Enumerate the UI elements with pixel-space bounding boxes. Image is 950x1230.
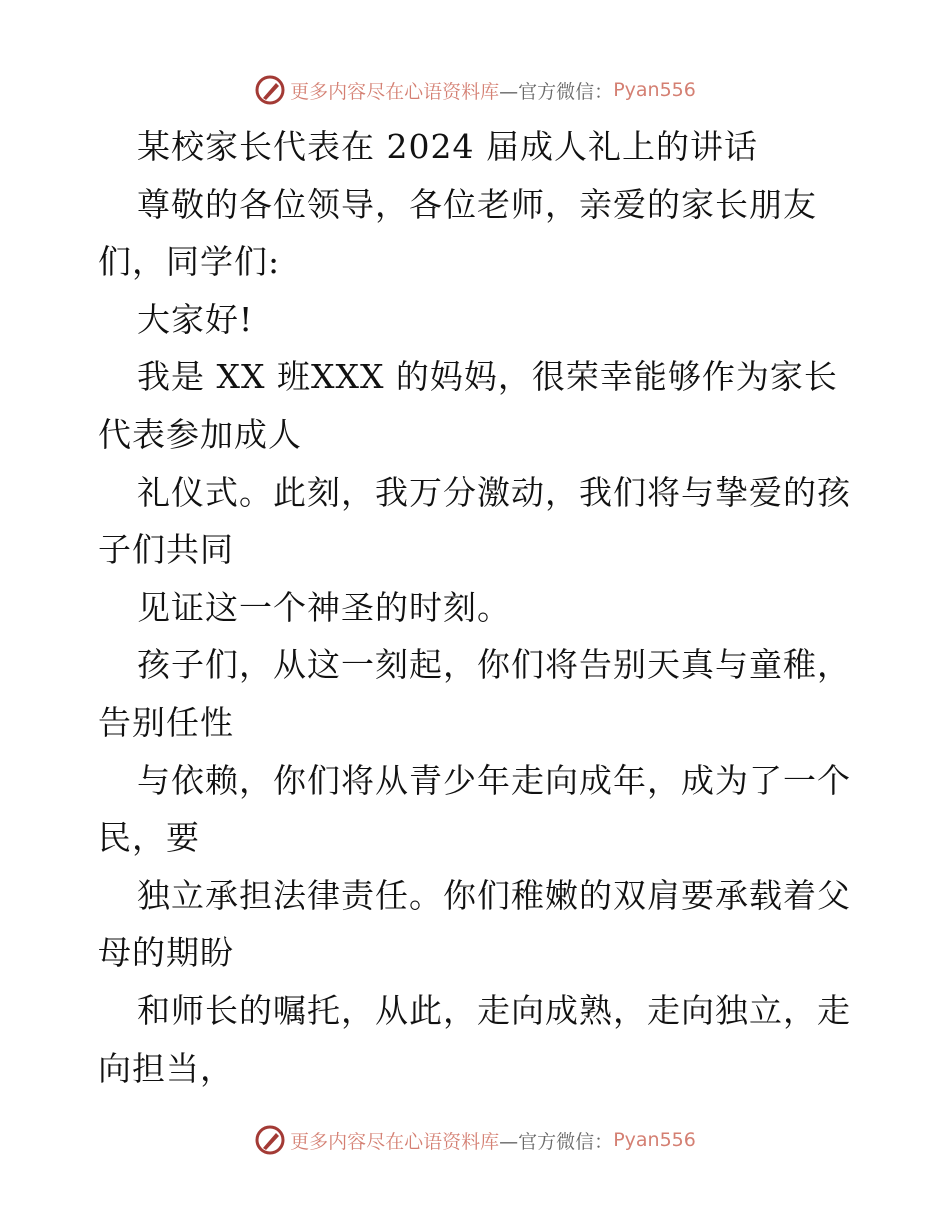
pen-logo-icon <box>254 74 286 106</box>
text-line: 独立承担法律责任。你们稚嫩的双肩要承载着父 <box>137 875 851 915</box>
text-line: 礼仪式。此刻，我万分激动，我们将与挚爱的孩 <box>137 472 851 512</box>
document-body <box>98 118 858 1097</box>
watermark-footer <box>0 1120 950 1160</box>
text-line: 孩子们，从这一刻起，你们将告别天真与童稚， <box>137 645 851 685</box>
text-line: 代表参加成人 <box>98 414 302 454</box>
watermark-separator: —官方微信： <box>499 80 614 103</box>
text-line: 母的期盼 <box>98 933 234 973</box>
pen-logo-icon <box>254 1124 286 1156</box>
text-line: 告别任性 <box>98 702 234 742</box>
watermark-site: 更多内容尽在心语资料库 <box>290 80 500 103</box>
text-line: 与依赖，你们将从青少年走向成年，成为了一个 <box>137 760 851 800</box>
text-line: 我是 XX 班XXX 的妈妈，很荣幸能够作为家长 <box>137 357 838 397</box>
document-title: 某校家长代表在 2024 届成人礼上的讲话 <box>137 127 758 166</box>
text-line: 尊敬的各位领导，各位老师，亲爱的家长朋友 <box>137 184 817 224</box>
text-line: 们，同学们: <box>98 242 281 282</box>
watermark-separator: —官方微信： <box>499 1130 614 1153</box>
text-line: 向担当， <box>98 1048 234 1088</box>
watermark-header <box>0 70 950 110</box>
text-line: 和师长的嘱托，从此，走向成熟，走向独立，走 <box>137 990 851 1030</box>
watermark-site: 更多内容尽在心语资料库 <box>290 1130 500 1153</box>
text-line: 见证这一个神圣的时刻。 <box>137 587 511 627</box>
text-line: 子们共同 <box>98 530 234 570</box>
text-line: 大家好! <box>137 299 254 339</box>
watermark-wechat: Pyan556 <box>613 1129 696 1151</box>
watermark-wechat: Pyan556 <box>613 79 696 101</box>
text-line: 民，要 <box>98 818 200 858</box>
